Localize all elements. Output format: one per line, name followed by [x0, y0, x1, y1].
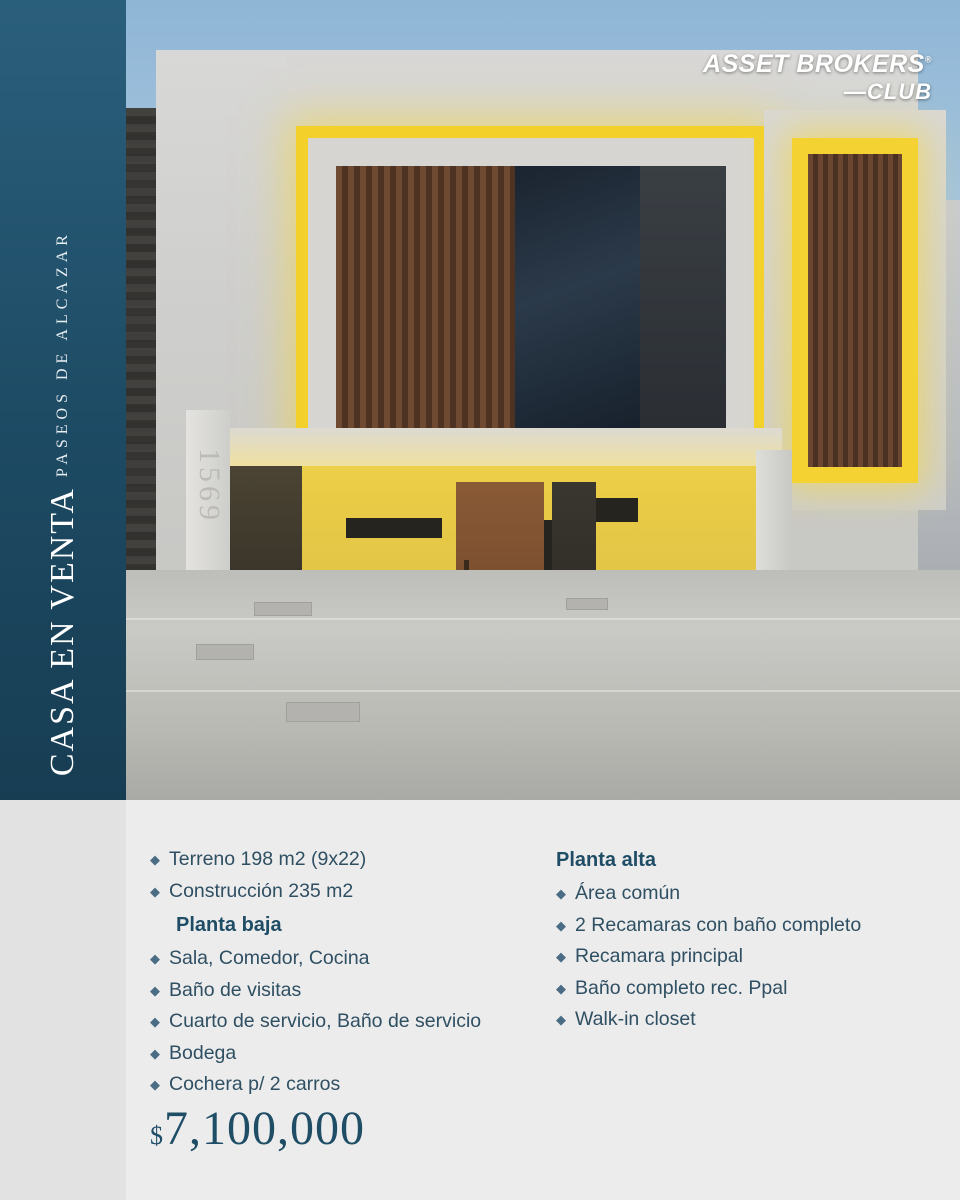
- price-amount: 7,100,000: [164, 1102, 365, 1155]
- list-item: [556, 941, 936, 973]
- slot-window-left: [346, 518, 442, 538]
- right-light-frame: [792, 138, 918, 483]
- list-item-label: Walk-in closet: [575, 1008, 696, 1031]
- listing-subtitle: PASEOS DE ALCAZAR: [54, 229, 71, 477]
- diamond-bullet-icon: ◆: [150, 951, 160, 967]
- list-item: [150, 1006, 530, 1038]
- diamond-bullet-icon: ◆: [150, 1077, 160, 1093]
- brand-logo-top: [703, 52, 932, 77]
- diamond-bullet-icon: ◆: [556, 917, 566, 933]
- left-top-list: [150, 844, 530, 907]
- brand-logo: [703, 52, 932, 103]
- diamond-bullet-icon: ◆: [556, 980, 566, 996]
- list-item-label: Baño de visitas: [169, 978, 302, 1001]
- list-item: [556, 910, 936, 942]
- side-title-band: [0, 0, 126, 800]
- diamond-bullet-icon: ◆: [150, 982, 160, 998]
- list-item: [150, 943, 530, 975]
- price-block: [150, 1101, 365, 1156]
- diamond-bullet-icon: ◆: [556, 949, 566, 965]
- diamond-bullet-icon: ◆: [150, 883, 160, 899]
- brand-logo-bottom: —CLUB: [843, 79, 932, 104]
- list-item: [150, 876, 530, 908]
- upper-frame-inner: [308, 138, 754, 464]
- right-wood-slat-panel: [808, 154, 902, 467]
- planta-baja-list: [150, 943, 530, 1101]
- list-item: [556, 973, 936, 1005]
- list-item-label: Bodega: [169, 1041, 237, 1064]
- list-item-label: 2 Recamaras con baño completo: [575, 913, 862, 936]
- list-item: [150, 844, 530, 876]
- upper-window-recess: [336, 166, 726, 436]
- upper-wall-edge: [640, 166, 726, 436]
- upper-light-frame: [296, 126, 766, 476]
- brand-logo-top-text: ASSET BROKERS: [703, 50, 925, 78]
- list-item-label: Área común: [575, 882, 681, 904]
- diamond-bullet-icon: ◆: [556, 1012, 566, 1028]
- carport-ceiling: [222, 428, 782, 466]
- diamond-bullet-icon: ◆: [150, 1045, 160, 1061]
- list-item-label: Baño completo rec. Ppal: [575, 976, 788, 999]
- list-item-label: Terreno 198 m2 (9x22): [169, 848, 367, 870]
- upper-glass-window: [515, 166, 640, 436]
- property-photo: [126, 0, 960, 800]
- price-currency: $: [150, 1121, 164, 1150]
- list-item-label: Cochera p/ 2 carros: [169, 1073, 341, 1096]
- driveway: [126, 570, 960, 800]
- details-column-left: [150, 844, 530, 1101]
- details-columns: [150, 844, 940, 1101]
- list-item-label: Sala, Comedor, Cocina: [169, 947, 370, 970]
- list-item: [150, 1038, 530, 1070]
- details-left-margin: [0, 800, 126, 1200]
- list-item-label: Construcción 235 m2: [169, 879, 354, 902]
- diamond-bullet-icon: ◆: [556, 886, 566, 901]
- section-title-planta-alta: Planta alta: [556, 849, 657, 871]
- wood-slat-panel: [336, 166, 515, 436]
- details-panel: [0, 800, 960, 1200]
- listing-title: CASA EN VENTA: [44, 486, 81, 776]
- list-item: [150, 1069, 530, 1101]
- side-title-text: [0, 0, 126, 800]
- list-item: [150, 975, 530, 1007]
- section-title-planta-baja: Planta baja: [176, 914, 282, 937]
- planta-alta-list: [556, 878, 936, 1036]
- list-item: [556, 878, 936, 910]
- list-item-label: Cuarto de servicio, Baño de servicio: [169, 1010, 482, 1033]
- brand-logo-registered: ®: [924, 54, 932, 65]
- list-item: [556, 1004, 936, 1036]
- house-number: 1569: [193, 448, 226, 524]
- house-facade: [156, 50, 918, 660]
- list-item-label: Recamara principal: [575, 945, 743, 968]
- diamond-bullet-icon: ◆: [150, 1014, 160, 1030]
- details-column-right: [556, 844, 936, 1101]
- diamond-bullet-icon: ◆: [150, 852, 160, 867]
